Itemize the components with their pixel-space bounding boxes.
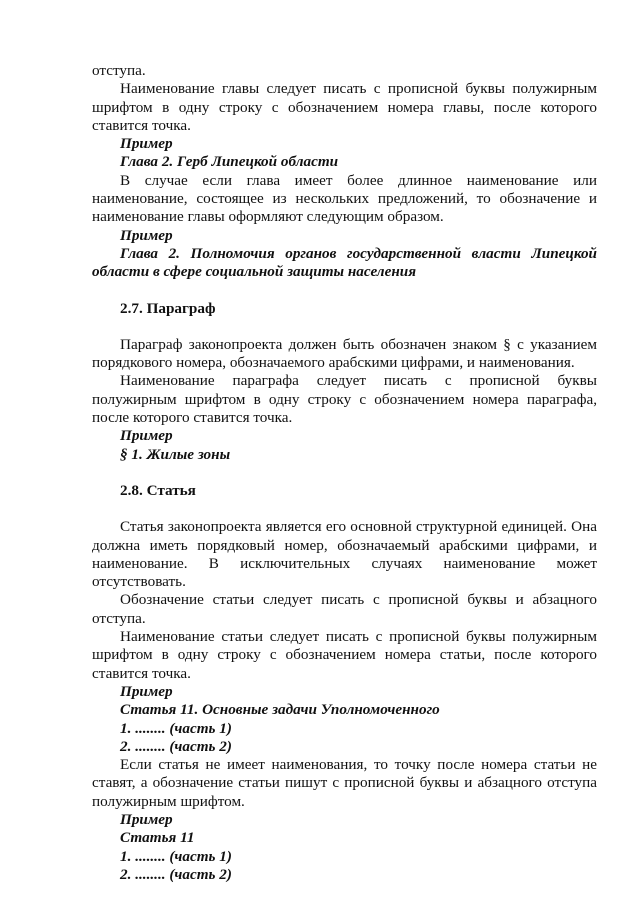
example-item: 1. ........ (часть 1) — [120, 719, 232, 737]
paragraph-chapter-naming: Наименование главы следует писать с прописной буквы полужирным шрифтом в одну строку с обозначением номера главы, после которого ставится точка. — [92, 80, 597, 134]
example-label: Пример — [120, 135, 173, 153]
paragraph-article-unit: Статья законопроекта является его основной структурной единицей. Она должна иметь порядковый номер, обозначаемый арабскими цифрами, и наименование. В исключительных случаях наименование может отсутствовать. — [92, 518, 597, 591]
section-heading: 2.8. Статья — [120, 481, 196, 499]
example-label: Пример — [120, 226, 173, 244]
paragraph-paragraph-sign: Параграф законопроекта должен быть обозначен знаком § с указанием порядкового номера, обозначаемого арабскими цифрами, и наименования. — [92, 335, 597, 372]
example-item: 1. ........ (часть 1) — [120, 847, 232, 865]
example-text: § 1. Жилые зоны — [120, 445, 231, 463]
example-text: Глава 2. Герб Липецкой области — [120, 153, 339, 171]
example-item: 2. ........ (часть 2) — [120, 737, 232, 755]
section-heading: 2.7. Параграф — [120, 299, 216, 317]
paragraph-paragraph-naming: Наименование параграфа следует писать с прописной буквы полужирным шрифтом в одну строку с обозначением номера параграфа, после которого ставится точка. — [92, 372, 597, 427]
example-item: 2. ........ (часть 2) — [120, 865, 232, 883]
example-text: Статья 11 — [120, 829, 195, 847]
paragraph-continuation: отступа. — [92, 62, 146, 79]
paragraph-long-chapter: В случае если глава имеет более длинное наименование или наименование, состоящее из нескольких предложений, то обозначение и наименование главы оформляют следующим образом. — [92, 171, 597, 226]
example-label: Пример — [120, 810, 173, 828]
document-page — [92, 62, 597, 884]
example-label: Пример — [120, 682, 173, 700]
paragraph-article-naming: Наименование статьи следует писать с прописной буквы полужирным шрифтом в одну строку с обозначением номера статьи, после которого ставится точка. — [92, 628, 597, 682]
example-text: Статья 11. Основные задачи Уполномоченного — [120, 701, 440, 719]
paragraph-article-unnamed: Если статья не имеет наименования, то точку после номера статьи не ставят, а обозначение статьи пишут с прописной буквы и абзацного отступа полужирным шрифтом. — [92, 756, 597, 810]
example-label: Пример — [120, 427, 173, 445]
example-text: Глава 2. Полномочия органов государственной власти Липецкой области в сфере социальной защиты населения — [92, 244, 597, 281]
paragraph-article-designation: Обозначение статьи следует писать с прописной буквы и абзацного отступа. — [92, 591, 597, 627]
